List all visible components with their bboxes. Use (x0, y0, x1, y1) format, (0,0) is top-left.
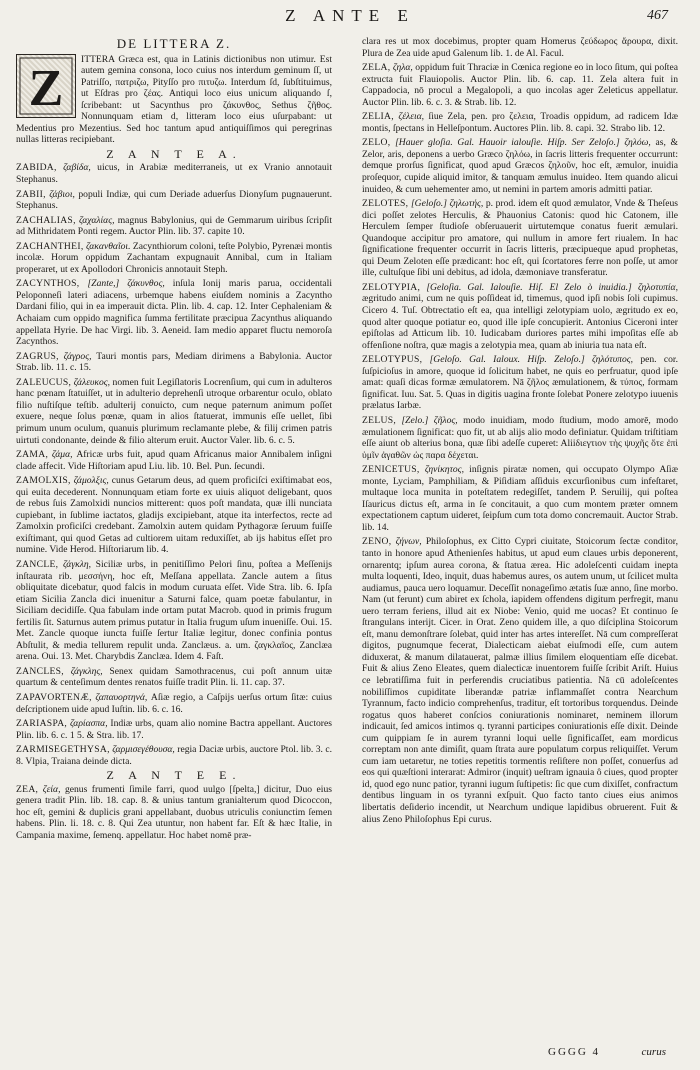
intro-text: ITTERA Græca est, qua in Latinis dictionibus non utimur. Est autem gemina consona, loco cuius nos interdum geminum ſſ, ut Patriſſo, πατριζω, Pityſſo pro πιτυζω. Interdum ſd, ſubſtituimus, ut Eſdras pro ζέας. Antiqui loco eius unicum aliquando ſ, ſcribebant: ut Sacynthus pro ζάκυνθος, Sethus ζῆθος. Nonnunquam etiam d, litteram loco eius uſurpabant: ut Medentius pro Mezentius. Sed hoc tantum apud antiquiſſimos qui peregrinas nullas litteras recipiebant. (16, 53, 332, 146)
entry-text: Indiæ urbs, quam alio nomine Bactra appellant. Auctores Plin. lib. 6. c. 1 5. & Stra. lib. 17. (16, 718, 332, 741)
entry-headword: ZELIA, (362, 111, 394, 123)
entry-headword: ZELOTES, (362, 198, 409, 210)
entry-text: p. prod. idem eſt quod æmulator, Vnde & Theſeus dici poſſet zelotes Herculis, & Phauonius Catonis: quod hic Catonem, ille Herculem ſemper ſtudioſe obſeruauerit uirtutemque conatus fuerit æmulari. Quandoque accipitur pro amatore, qui nullum in amore fert riualem. In hac ſignificatione frequenter occurrit in ſacris litteris, præcipueque apud prophetas, qui Deum Zeloten eſſe prædicant: hoc eſt, qui ſcortatores ferre non poſſe, ut amor ille, cultuſque ſibi uni debitus, ad idola, dæmoniave transferatur. (362, 198, 678, 279)
entry-greek: ζάμολξις, (73, 475, 109, 487)
entry-greek: ζέλεια, (398, 111, 425, 123)
entry-text: ſiue Zela, pen. pro ζελεια, Troadis oppidum, ad radicem Idæ montis, ſpectans in Helleſpontum. Auctores Plin. lib. 8. capi. 32. Strabo lib. 12. (362, 111, 678, 134)
entry-text: populi Indiæ, qui cum Deriade aduerſus Dionyſum pugnauerunt. Stephanus. (16, 188, 332, 212)
entry-greek: [Zelo.] ζῆλος, (401, 414, 458, 426)
entry-headword: ZARIASPA, (16, 718, 68, 730)
entry-headword: ZELOTYPUS, (362, 354, 423, 366)
entry-greek: ζάγρος, (63, 350, 92, 362)
entry-text: Zacynthiorum coloni, teſte Polybio, Pyrenæi montis incolæ. Horum oppidum Zachantam expugnauit Annibal, cum in Italiam properaret, ut ex Apollodori Chronicis annotauit Steph. (16, 240, 332, 275)
entry-text: Tauri montis pars, Mediam dirimens a Babylonia. Auctor Strab. lib. 11. c. 15. (16, 350, 332, 374)
dictionary-entry (16, 215, 332, 238)
entry-greek: ζηνίκητος, (424, 464, 464, 476)
entry-greek: ζάγκλης, (70, 665, 103, 677)
entry-text: ægritudo animi, cum ne quis poſſideat id, timemus, quod ipſi nobis ſoli cupimus. Cicero 4. Tuſ. Obtrectatio eſt ea, qua intelligi zelotypiam uolo, ægritudo ex eo, quod alter quoque potiatur eo, quod ille ipſe concupierit. Antonius Ciceroni inter epiſtolas ad Atticum lib. 10. Iudicabam duriores partes mihi impoſitas eſſe ab offenſione noſtra, quæ magis a zelotypia mea, quam ab iniuria tua nata eſt. (362, 293, 678, 351)
dictionary-entry (16, 449, 332, 472)
entry-headword: ZAPAVORTENÆ, (16, 691, 92, 703)
subsection-heading: Z A N T E A. (106, 146, 242, 161)
entry-headword: ZAMA, (16, 449, 49, 461)
entry-greek: ζάμα, (51, 449, 73, 461)
running-head (0, 6, 700, 30)
entry-greek: [Geloſia. Gal. Ialouſie. Hiſ. El Zelo ò inuidia.] ζηλοτυπία, (426, 281, 678, 293)
entry-greek: ζαχαλίας, (78, 214, 115, 226)
dictionary-entry (16, 475, 332, 556)
entry-headword: ZELOTYPIA, (362, 281, 421, 293)
dictionary-entry (16, 784, 332, 842)
dictionary-entry (16, 666, 332, 689)
entry-text: cunus Getarum deus, ad quem proficiſci exiſtimabat eos, qui euita decederent. Nonnunquam etiam forte ex uiuis aliquot deligebant, quos de rebus ſuis Zamolxidi nuncios mitterent: quos poſt mandata, quæ illi nunciata cupiebant, in ſublime iactatos, gladijs excipiebant, atque ita interfectos, recte ad Zamolxin proficiſci credebant. Zamolxin autem quidam Pythagoræ ſeruum fuiſſe exiſtimant, qui quod Getas ad cultiorem uitam reduxiſſet, ab ijs habitus eſſet pro numine. Vide Herod. Hiſtoriarum lib. 4. (16, 475, 332, 556)
entry-greek: [Geloſo. Gal. Ialoux. Hiſp. Zeloſo.] ζηλότυπος, (429, 354, 634, 366)
dictionary-entry (16, 351, 332, 374)
dictionary-entry (362, 536, 678, 825)
decorated-initial-z-icon (16, 54, 76, 118)
intro-paragraph (16, 54, 332, 146)
entry-greek: ζαπαυορτηνά, (95, 691, 148, 703)
entry-text: Africæ urbs fuit, apud quam Africanus maior Annibalem inſigni clade affecit. Vide Hiſtoriam apud Liu. lib. 10. Bel. Pun. ſecundi. (16, 449, 332, 472)
entry-list (16, 162, 332, 767)
dictionary-entry (362, 464, 678, 533)
right-column (362, 36, 678, 1046)
svg-text:Z: Z (28, 59, 64, 117)
entry-headword: ZANCLE, (16, 558, 59, 570)
dictionary-entry (16, 718, 332, 741)
entry-greek: ζαρμισεγέθουσα, (112, 744, 175, 756)
entry-greek: ζηλα, (392, 62, 413, 74)
entry-headword: ZELA, (362, 62, 391, 74)
entry-headword: ZAMOLXIS, (16, 475, 71, 487)
dictionary-entry (362, 282, 678, 351)
section-title: DE LITTERA Z. (116, 36, 232, 51)
entry-greek: [Hauer gloſia. Gal. Hauoir ialouſie. Hiſp. Ser Zeloſo.] ζηλόω, (395, 137, 651, 149)
entry-headword: ZELUS, (362, 414, 397, 426)
entry-text: inſignis piratæ nomen, qui occupato Olympo Aſiæ monte, Lyciam, Pamphiliam, & Piſidiam aſſiduis excurſionibus cum infeſtaret, multaque loca munita in poteſtatem redegiſſet, tandem P. Seruilij, qui poſtea Iſauricus dictus eſt, arma in ſe concitauit, a quo cum montem præter omnem expectationem captum uideret, ſeipſum cum tota domo concremauit. Auctor Strab. lib. 14. (362, 464, 678, 533)
entry-text: Philoſophus, ex Citto Cypri ciuitate, Stoicorum ſectæ conditor, tanto in honore apud Athenienſes habitus, ut apud eum claues urbis deponerent, ornarentq; ipſum aurea corona, & ſtatua ærea. Hic adoleſcenti cuidam inepta multa loquenti, Ideo, inquit, duas habemus aures, os autem unum, ut ſcilicet multa audiamus, pauca uero loquamur. Deceſſit nonageſimo ætatis ſuæ anno, ſine morbo. Nam (ut ferunt) cum abiret ex ſchola, iapidem offendens digitum perfregit, manu uero terram feriens, illud ait ex Niobe: Venio, quid me uocas? Et continuo ſe ſtrangulans interijt. Cicer. in Orat. Zeno quidem ille, a quo diſciplina Stoicorum eſt, manu demonſtrare ſolebat, quid inter has artes intereſſet. Nā cum compreſſerat digitos, pugnumque fecerat, Dialecticam aiebat eiuſmodi eſſe, cum autem diduxerat, & manum dilatauerat, palmæ illius ſimilem eloquentiam eſſe dicebat. Fuit & alius Zeno Eleates, quem dialecticæ inuentorem fuiſſe ſcribit Ariſt. Huius ce lebratiſſima fuit in perferendis cruciatibus patientia. Nā cū adoleſcentes nobiliſſimos cupiditate liberandæ patriæ inflammaſſet contra Nearchum Tyrannum, facto indicio comprehenſus, traditur, eſt tortoribus torquendus. Deinde rogatus quos haberet conſcios coniurationis nominaret, neminem illorum indicauit, ſed amicos intimos q. tyranni participes coniurationis eſſe dixit. Deinde cum quippiam ſe in aurem tyranni loqui uelle ſignificaſſet, eam mordicus correptam non ante dimiſit, quam ſtrata aure populatum corpus reliquiſſet. Verum cum iam uetaretur, ne toties repetitis tormentis reſiſtere non poſſet, conuerſus ad eos qui quæſtioni interarat: Admiror (inquit) ueſtram ignauia ô ciues, quod propter id, quod ego nunc patior, tyranni iugum ſuſtipetis: ſic que cum dixiſſet, confractum dentibus linguam in os tyranni exſpuit. Quo facto tanto ciues eius animos libertatis deſiderio incendit, ut Nearchum undique lapidibus obruerent. Fuit & alius Zeno Philoſophus Epi curus. (362, 536, 678, 825)
entry-text: as, & Zelor, aris, deponens a uerbo Græco ζηλόω, in ſacris litteris frequenter occurrunt: demque prorſus ſignificat, quod apud Græcos ζηλοῦν, hoc eſt, æmulor, inuidia proſequor, cupide aliquid imitor, & tanquam æmulus inuideo. Item quando alicui inuideo, & cum uehementer amo, ut nemini in partem amoris admitti patiar. (362, 137, 678, 195)
dictionary-entry (362, 354, 678, 412)
entry-headword: ZACHALIAS, (16, 214, 76, 226)
entry-text: genus frumenti ſimile farri, quod uulgo [ſpelta,] dicitur, Duo eius genera tradit Plin. lib. 18. cap. 8. & unius tantum granialterum quod Dicoccon, hoc eſt, gemini & duplicis grani appellabant, duobus utriculis coniunctim ſemen habens. Plin. li. 18. c. 8. Qui Zea utuntur, non habent far. Eſt & hæc Italie, in Campania maxime, ſemenq. appellatur. Hoc habet nomē præ- (16, 783, 332, 841)
dictionary-entry (362, 137, 678, 195)
dictionary-entry (16, 162, 332, 185)
entry-headword: ZARMISEGETHYSA, (16, 744, 110, 756)
entry-text: regia Daciæ urbis, auctore Ptol. lib. 3. c. 8. Vlpia, Traiana deinde dicta. (16, 744, 332, 767)
entry-text: inſula Ionij maris parua, occidentali Peloponneſi lateri adiacens, urbemque habens eiuſdem nominis a Zacyntho Dardani filio, qui in ea imperauit dicta. Plin. lib. 4. cap. 12. Inter Cephaleniam & Achaiam cum oppido magnifica ſumma fertilitate præcipua Zacynthus aliquando appellata Hyrie. De hac Virgi. lib. 3. Aeneid. Iam medio apparet fluctu nemoroſa Zacynthos. (16, 278, 332, 348)
entry-greek: ζαβίδα, (63, 162, 91, 174)
entry-text: nomen fuit Legiſlatoris Locrenſium, qui cum in adulteros hanc pœnam ſtatuiſſet, ut in adulterio deprehenſi utroque orbarentur oculo, oblato filio nuſtiſque teſtib. adulterij conuicto, cum neque paternum animum poſſet exuere, neque ſolus pœnæ, quam in alios ſtatuerat, immunis eſſe uellet, ſibi primum unum oculum, quanuis plurimum reclamante plebe, & filij crimen patris uirtuti condonante, deinde & filio alterum eruit. Auctor Valer. lib. 6. c. 5. (16, 376, 332, 446)
entry-greek: [Zante,] ζάκυνθος, (87, 278, 165, 290)
entry-headword: ZANCLES, (16, 665, 64, 677)
entry-headword: ZELO, (362, 137, 391, 149)
subsection-heading: Z A N T E E. (106, 768, 242, 783)
entry-headword: ZEA, (16, 783, 39, 795)
dictionary-entry (16, 189, 332, 212)
entry-headword: ZENO, (362, 536, 392, 548)
entry-headword: ZABIDA, (16, 162, 57, 174)
entry-text: Siciliæ urbs, in penitiſſimo Pelori ſinu, poſtea a Meſſenijs inſtaurata rib. μεσσήνη, hoc eſt, Meſſana appellata. Zancle autem a ſitus obliquitate dicebatur, quod falcis in modum curuata eſſet. Vide Stra. lib. 6. Ipſa etiam Sicilia Zancla dici inuenitur a Saturni falce, quam poetæ fabulantur, in Siciliam decidiſſe. Qua fabulam inde ortam putat Macrob. quod in primis frugum fertilis ſit. Saturnus autem primus putatur in Italia frugum uſum inueniſſe. Oui. 15. Met. Zancle quoque iuncta fuiſſe ſertur Italiæ legitur, donec confinia pontus Abſtulit, & media tellurem repulit unda. Zanclæus. a. um. ζαγκλαῖος, Zanclæa arena. Oui. 13. Met. Charybdis Zanclæa. Idem 4. Faſt. (16, 558, 332, 663)
entry-text: pen. cor. ſuſpicioſus in amore, quoque id ſolicitum habet, ne quis eo perfruatur, quod ipſe amat: quaſi dicas formæ æmulatorem. Nā ζῆλος æmulationem, & τύπος, formam ſignificat. Iuu. Sat. 5. Quas in digitis uagina fronte ſolebat Ponere zelotypo iuuenis prælatus Iarbæ. (362, 354, 678, 412)
left-column (16, 36, 332, 1046)
dictionary-entry (362, 198, 678, 279)
entry-headword: ZACHANTHEI, (16, 240, 84, 252)
entry-text: magnus Babylonius, qui de Gemmarum uiribus ſcripſit ad Mithridatem Ponti regem. Auctor Plin. lib. 37. capite 10. (16, 214, 332, 238)
dictionary-entry (16, 744, 332, 767)
page-number: 467 (647, 8, 668, 23)
entry-greek: ζαρίασπα, (69, 718, 108, 730)
entry-headword: ZABII, (16, 188, 46, 200)
dictionary-entry (362, 62, 678, 108)
entry-greek: ζακανθαῖοι. (85, 240, 131, 252)
entry-text: Aſiæ regio, a Caſpijs uerſus ortum ſitæ: cuius deſcriptionem uide apud Iuſtin. lib. 6. c. 16. (16, 691, 332, 715)
entry-text: uicus, in Arabiæ mediterraneis, ut ex Vranio annotauit Stephanus. (16, 162, 332, 186)
entry-headword: ZAGRUS, (16, 350, 59, 362)
entry-headword: ZALEUCUS, (16, 376, 72, 388)
dictionary-entry (16, 559, 332, 663)
running-title: Z ANTE E (285, 6, 415, 25)
entry-greek: ζάλευκος, (73, 376, 111, 388)
entry-text: Senex quidam Samothracenus, cui poſt annum uitæ quartum & centeſimum dentes renatos fuiſſe tradit Plin. li. 11. cap. 37. (16, 665, 332, 689)
entry-headword: ZACYNTHOS, (16, 278, 80, 290)
dictionary-entry (362, 111, 678, 134)
dictionary-entry (362, 415, 678, 461)
entry-list (362, 62, 678, 825)
entry-greek: ζεία, (42, 783, 61, 795)
entry-greek: [Geloſo.] ζηλωτής, (410, 198, 484, 210)
entry-greek: ζάβιοι, (49, 188, 75, 200)
entry-greek: ζήνων, (395, 536, 422, 548)
catchword: curus (641, 1046, 666, 1058)
entry-greek: ζάγκλη, (62, 558, 92, 570)
dictionary-entry (16, 241, 332, 276)
entry-text: modo inuidiam, modo ſtudium, modo amorē, modo æmulationem ſignificat: quo fit, ut ab alijs alio modo definiatur. Quidam triſtitiam eſſe aiunt ob alterius bona, quæ ſibi adeſſe cuperet: Aliiδιεγτιον τὴς ψυχῆς ὅτε ἐπὶ ὑμῖν ἀγαθῶν ὡς παρα δέχεται. (362, 414, 678, 461)
dictionary-entry (16, 692, 332, 715)
continued-paragraph: clara res ut mox docebimus, propter quam Homerus ζεύδωρος ἄρουρα, dixit. Plura de Zea uide apud Galenum lib. 1. de Al. Facul. (362, 36, 678, 59)
entry-text: oppidum fuit Thraciæ in Cœnica regione eo in loco ſitum, qui poſtea extructa fuit Flauiopolis. Auctor Plin. lib. 6. cap. 11. Zela altera fuit in Cappadocia, nō procul a Megalopoli, a quo incolas ager Zeleticus appellatur. Auctor Plin. lib. 6. c. 3. & Strab. lib. 12. (362, 62, 678, 108)
dictionary-entry (16, 278, 332, 347)
entry-headword: ZENICETUS, (362, 464, 420, 476)
dictionary-entry (16, 377, 332, 446)
printer-signature: GGGG 4 (548, 1046, 601, 1058)
entry-list (16, 784, 332, 842)
